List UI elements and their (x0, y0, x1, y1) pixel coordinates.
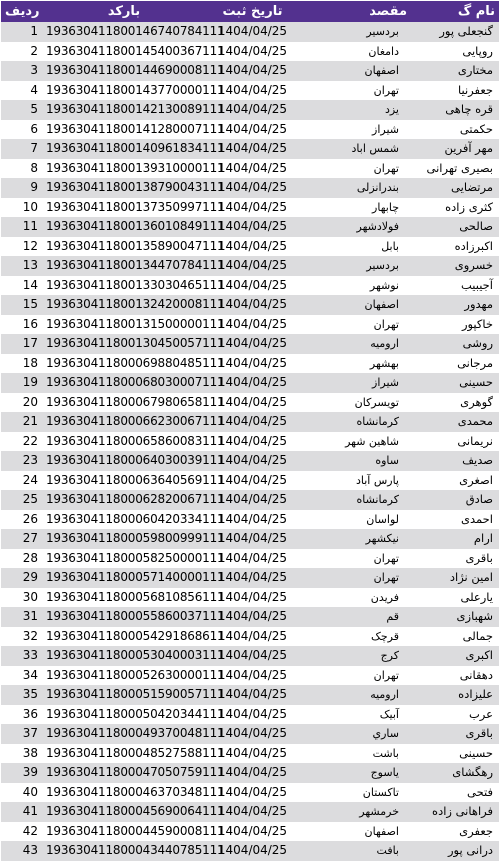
destination-cell: شاهین شهر (345, 434, 399, 448)
name-cell: مهر آفرین (444, 141, 493, 156)
name-cell: جمالی (462, 628, 493, 643)
barcode-cell: 193630411800051590057111 (46, 687, 225, 702)
table-row[interactable] (1, 100, 499, 120)
destination-cell: بابل (381, 239, 399, 253)
table-row[interactable] (1, 490, 499, 510)
row-number-cell: 28 (22, 550, 38, 565)
barcode-cell: 193630411800144690008111 (46, 63, 225, 78)
barcode-cell: 193630411800137350997111 (46, 199, 225, 214)
name-cell: روپایی (462, 43, 493, 58)
barcode-cell: 193630411800143770000111 (46, 82, 225, 97)
name-cell: مختاری (457, 63, 493, 78)
destination-cell: پارس آباد (355, 473, 399, 487)
row-number-cell: 2 (30, 43, 38, 58)
date-cell: 1404/04/25 (217, 823, 288, 838)
table-row[interactable] (1, 42, 499, 62)
row-number-cell: 20 (22, 394, 38, 409)
name-cell: گوهری (460, 394, 493, 409)
name-cell: کثری زاده (445, 199, 493, 214)
row-number-cell: 26 (22, 511, 38, 526)
table-header (1, 1, 499, 22)
date-cell: 1404/04/25 (217, 570, 288, 585)
name-cell: جعفرنیا (458, 82, 493, 97)
row-number-cell: 36 (22, 706, 38, 721)
row-number-cell: 17 (22, 336, 38, 351)
table-row[interactable] (1, 510, 499, 530)
destination-cell: اصفهان (364, 298, 399, 312)
table-row[interactable] (1, 432, 499, 452)
barcode-cell: 193630411800139310000111 (46, 160, 225, 175)
row-number-cell: 40 (22, 784, 38, 799)
destination-cell: تویسرکان (354, 395, 399, 409)
name-cell: روشی (462, 336, 493, 351)
barcode-cell: 193630411800043440785111 (46, 843, 225, 858)
destination-cell: چابهار (372, 200, 399, 214)
date-cell: 1404/04/25 (217, 687, 288, 702)
row-number-cell: 14 (22, 277, 38, 292)
row-number-cell: 10 (22, 199, 38, 214)
date-cell: 1404/04/25 (217, 355, 288, 370)
date-cell: 1404/04/25 (217, 63, 288, 78)
name-cell: مهدور (464, 297, 493, 312)
row-number-cell: 12 (22, 238, 38, 253)
date-cell: 1404/04/25 (217, 726, 288, 741)
destination-cell: اروميه (370, 688, 399, 702)
destination-cell: قم (386, 610, 399, 624)
barcode-cell: 193630411800063640569111 (46, 472, 225, 487)
row-number-cell: 22 (22, 433, 38, 448)
name-cell: مرتضایی (451, 180, 493, 195)
row-number-cell: 3 (30, 63, 38, 78)
barcode-cell: 193630411800046370348111 (46, 784, 225, 799)
date-cell: 1404/04/25 (217, 511, 288, 526)
row-number-cell: 23 (22, 453, 38, 468)
table-row[interactable] (1, 120, 499, 140)
table-row[interactable] (1, 744, 499, 764)
name-cell: شهبازی (456, 609, 493, 624)
date-cell: 1404/04/25 (217, 609, 288, 624)
destination-cell: بردسير (366, 259, 399, 273)
barcode-cell: 193630411800053040003111 (46, 648, 225, 663)
date-cell: 1404/04/25 (217, 433, 288, 448)
barcode-cell: 193630411800050420344111 (46, 706, 225, 721)
table-body (1, 22, 499, 861)
table-row[interactable] (1, 724, 499, 744)
shipments-table (1, 1, 499, 861)
barcode-cell: 193630411800145400367111 (46, 43, 225, 58)
row-number-cell: 7 (30, 141, 38, 156)
barcode-cell: 193630411800130450057111 (46, 336, 225, 351)
table-row[interactable] (1, 471, 499, 491)
destination-cell: ساري (372, 727, 399, 741)
date-cell: 1404/04/25 (217, 745, 288, 760)
date-cell: 1404/04/25 (217, 219, 288, 234)
name-cell: یارعلی (460, 589, 493, 604)
name-cell: حسینی (459, 375, 493, 390)
date-cell: 1404/04/25 (217, 43, 288, 58)
row-number-cell: 9 (30, 180, 38, 195)
destination-cell: اصفهان (364, 64, 399, 78)
destination-cell: لواسان (366, 512, 399, 526)
name-cell: قره چاهی (445, 102, 493, 117)
date-cell: 1404/04/25 (217, 24, 288, 39)
name-cell: صالحی (459, 219, 493, 234)
table-row[interactable] (1, 822, 499, 842)
row-number-cell: 5 (30, 102, 38, 117)
table-row[interactable] (1, 139, 499, 159)
header-registration-date: تاریخ ثبت (222, 4, 283, 19)
barcode-cell: 193630411800065860083111 (46, 433, 225, 448)
table-row[interactable] (1, 607, 499, 627)
row-number-cell: 31 (22, 609, 38, 624)
destination-cell: تهران (373, 668, 399, 682)
destination-cell: کرج (380, 649, 399, 663)
name-cell: اکبرزاده (454, 238, 493, 253)
barcode-cell: 193630411800146740784111 (46, 24, 225, 39)
table-row[interactable] (1, 334, 499, 354)
table-row[interactable] (1, 198, 499, 218)
date-cell: 1404/04/25 (217, 667, 288, 682)
name-cell: امین نژاد (449, 570, 493, 585)
table-row[interactable] (1, 666, 499, 686)
header-row (1, 1, 499, 22)
date-cell: 1404/04/25 (217, 843, 288, 858)
row-number-cell: 27 (22, 531, 38, 546)
barcode-cell: 193630411800069880485111 (46, 355, 225, 370)
row-number-cell: 39 (22, 765, 38, 780)
row-number-cell: 34 (22, 667, 38, 682)
date-cell: 1404/04/25 (217, 648, 288, 663)
barcode-cell: 193630411800142130089111 (46, 102, 225, 117)
name-cell: گنجعلی پور (439, 24, 493, 39)
row-number-cell: 8 (30, 160, 38, 175)
name-cell: اصغری (459, 472, 493, 487)
table-row[interactable] (1, 451, 499, 471)
destination-cell: آبیک (379, 707, 399, 721)
table-row[interactable] (1, 646, 499, 666)
header-row-number: ردیف (5, 4, 40, 19)
table-row[interactable] (1, 783, 499, 803)
date-cell: 1404/04/25 (217, 141, 288, 156)
row-number-cell: 4 (30, 82, 38, 97)
table-row[interactable] (1, 354, 499, 374)
row-number-cell: 32 (22, 628, 38, 643)
header-destination: مقصد (369, 4, 407, 19)
barcode-cell: 193630411800052630000111 (46, 667, 225, 682)
destination-cell: بهشهر (369, 356, 399, 370)
row-number-cell: 11 (22, 219, 38, 234)
name-cell: مرجانی (457, 355, 493, 370)
barcode-cell: 193630411800068030007111 (46, 375, 225, 390)
name-cell: دهقانی (459, 667, 493, 682)
date-cell: 1404/04/25 (217, 316, 288, 331)
date-cell: 1404/04/25 (217, 277, 288, 292)
destination-cell: تهران (373, 317, 399, 331)
barcode-cell: 193630411800134470784111 (46, 258, 225, 273)
date-cell: 1404/04/25 (217, 784, 288, 799)
table-row[interactable] (1, 393, 499, 413)
destination-cell: شمس اباد (351, 142, 399, 156)
destination-cell: اصفهان (364, 824, 399, 838)
name-cell: نریمانی (457, 433, 493, 448)
destination-cell: شیراز (372, 376, 399, 390)
date-cell: 1404/04/25 (217, 238, 288, 253)
header-barcode: بارکد (107, 4, 141, 19)
barcode-cell: 193630411800135890047111 (46, 238, 225, 253)
destination-cell: اروميه (370, 337, 399, 351)
destination-cell: تهران (373, 551, 399, 565)
name-cell: خاکپور (461, 316, 493, 331)
destination-cell: کرمانشاه (356, 415, 399, 429)
table-row[interactable] (1, 81, 499, 101)
row-number-cell: 29 (22, 570, 38, 585)
destination-cell: شیراز (372, 122, 399, 136)
barcode-cell: 193630411800140961834111 (46, 141, 225, 156)
barcode-cell: 193630411800058250000111 (46, 550, 225, 565)
table-row[interactable] (1, 256, 499, 276)
name-cell: جعفری (459, 823, 493, 838)
table-row[interactable] (1, 627, 499, 647)
row-number-cell: 42 (22, 823, 38, 838)
table-row[interactable] (1, 549, 499, 569)
row-number-cell: 38 (22, 745, 38, 760)
table-row[interactable] (1, 61, 499, 81)
name-cell: فراهانی زاده (432, 804, 493, 819)
barcode-cell: 193630411800060420334111 (46, 511, 225, 526)
date-cell: 1404/04/25 (217, 765, 288, 780)
barcode-cell: 193630411800044590008111 (46, 823, 225, 838)
name-cell: فتحی (467, 784, 493, 799)
name-cell: علیزاده (458, 687, 493, 702)
destination-cell: یاسوج (370, 766, 399, 780)
date-cell: 1404/04/25 (217, 82, 288, 97)
row-number-cell: 30 (22, 589, 38, 604)
barcode-cell: 193630411800131500000111 (46, 316, 225, 331)
row-number-cell: 13 (22, 258, 38, 273)
row-number-cell: 21 (22, 414, 38, 429)
destination-cell: تهران (373, 161, 399, 175)
name-cell: عرب (468, 706, 493, 721)
name-cell: بصیری تهرانی (426, 160, 493, 175)
table-row[interactable] (1, 588, 499, 608)
date-cell: 1404/04/25 (217, 375, 288, 390)
destination-cell: یزد (384, 103, 399, 117)
barcode-cell: 193630411800054291868611 (46, 628, 225, 643)
barcode-cell: 193630411800055860037111 (46, 609, 225, 624)
destination-cell: تهران (373, 83, 399, 97)
date-cell: 1404/04/25 (217, 102, 288, 117)
date-cell: 1404/04/25 (217, 492, 288, 507)
destination-cell: بافت (376, 844, 399, 858)
name-cell: احمدی (461, 511, 493, 526)
name-cell: خسروی (454, 258, 493, 273)
barcode-cell: 193630411800132420008111 (46, 297, 225, 312)
barcode-cell: 193630411800062820067111 (46, 492, 225, 507)
destination-cell: بندرانزلی (356, 181, 399, 195)
row-number-cell: 24 (22, 472, 38, 487)
barcode-cell: 193630411800059800999111 (46, 531, 225, 546)
header-name: نام گ (457, 4, 495, 19)
destination-cell: بردسير (366, 25, 399, 39)
table-row[interactable] (1, 276, 499, 296)
date-cell: 1404/04/25 (217, 804, 288, 819)
table-row[interactable] (1, 705, 499, 725)
destination-cell: ساوه (375, 454, 399, 468)
name-cell: حکمتی (459, 121, 493, 136)
row-number-cell: 15 (22, 297, 38, 312)
table-row[interactable] (1, 315, 499, 335)
barcode-cell: 193630411800138790043111 (46, 180, 225, 195)
name-cell: باقری (465, 550, 493, 565)
name-cell: رهگشای (452, 765, 493, 780)
barcode-cell: 193630411800049370048111 (46, 726, 225, 741)
table-row[interactable] (1, 22, 499, 42)
barcode-cell: 193630411800141280007111 (46, 121, 225, 136)
table-row[interactable] (1, 685, 499, 705)
destination-cell: باشت (372, 746, 399, 760)
barcode-cell: 193630411800067980658111 (46, 394, 225, 409)
barcode-cell: 193630411800048527588111 (46, 745, 225, 760)
date-cell: 1404/04/25 (217, 336, 288, 351)
barcode-cell: 193630411800057140000111 (46, 570, 225, 585)
table-row[interactable] (1, 178, 499, 198)
destination-cell: تهران (373, 571, 399, 585)
destination-cell: خرمشهر (359, 805, 399, 819)
table-row[interactable] (1, 373, 499, 393)
destination-cell: فولادشهر (356, 220, 399, 234)
date-cell: 1404/04/25 (217, 297, 288, 312)
row-number-cell: 18 (22, 355, 38, 370)
barcode-cell: 193630411800064030039111 (46, 453, 225, 468)
date-cell: 1404/04/25 (217, 472, 288, 487)
name-cell: باقری (465, 726, 493, 741)
name-cell: ارام (473, 531, 493, 546)
table-row[interactable] (1, 295, 499, 315)
date-cell: 1404/04/25 (217, 394, 288, 409)
name-cell: صادق (465, 492, 493, 507)
table-row[interactable] (1, 529, 499, 549)
barcode-cell: 193630411800133030465111 (46, 277, 225, 292)
barcode-cell: 193630411800056810856111 (46, 589, 225, 604)
date-cell: 1404/04/25 (217, 199, 288, 214)
table-row[interactable] (1, 159, 499, 179)
table-row[interactable] (1, 841, 499, 861)
table-row[interactable] (1, 217, 499, 237)
date-cell: 1404/04/25 (217, 258, 288, 273)
table-row[interactable] (1, 412, 499, 432)
date-cell: 1404/04/25 (217, 414, 288, 429)
name-cell: محمدی (457, 414, 493, 429)
row-number-cell: 43 (22, 843, 38, 858)
table-row[interactable] (1, 568, 499, 588)
destination-cell: فریدن (370, 590, 399, 604)
date-cell: 1404/04/25 (217, 453, 288, 468)
date-cell: 1404/04/25 (217, 180, 288, 195)
name-cell: حسینی (459, 745, 493, 760)
name-cell: درانی پور (447, 843, 493, 858)
row-number-cell: 35 (22, 687, 38, 702)
barcode-cell: 193630411800047050759111 (46, 765, 225, 780)
table-row[interactable] (1, 802, 499, 822)
date-cell: 1404/04/25 (217, 589, 288, 604)
barcode-cell: 193630411800045690064111 (46, 804, 225, 819)
date-cell: 1404/04/25 (217, 531, 288, 546)
table-row[interactable] (1, 237, 499, 257)
barcode-cell: 193630411800066230067111 (46, 414, 225, 429)
row-number-cell: 1 (30, 24, 38, 39)
destination-cell: کرمانشاه (356, 493, 399, 507)
barcode-cell: 193630411800136010849111 (46, 219, 225, 234)
row-number-cell: 19 (22, 375, 38, 390)
destination-cell: نوشهر (369, 278, 399, 292)
row-number-cell: 37 (22, 726, 38, 741)
date-cell: 1404/04/25 (217, 160, 288, 175)
row-number-cell: 33 (22, 648, 38, 663)
table-row[interactable] (1, 763, 499, 783)
name-cell: صدیف (462, 453, 493, 468)
row-number-cell: 6 (30, 121, 38, 136)
destination-cell: نیکشهر (365, 532, 399, 546)
row-number-cell: 16 (22, 316, 38, 331)
destination-cell: تاکستان (362, 785, 399, 799)
name-cell: اکبری (465, 648, 493, 663)
date-cell: 1404/04/25 (217, 628, 288, 643)
destination-cell: دامغان (368, 44, 399, 58)
name-cell: آجیبیب (460, 277, 493, 292)
date-cell: 1404/04/25 (217, 550, 288, 565)
date-cell: 1404/04/25 (217, 121, 288, 136)
destination-cell: قرچک (371, 629, 399, 643)
row-number-cell: 25 (22, 492, 38, 507)
row-number-cell: 41 (22, 804, 38, 819)
date-cell: 1404/04/25 (217, 706, 288, 721)
